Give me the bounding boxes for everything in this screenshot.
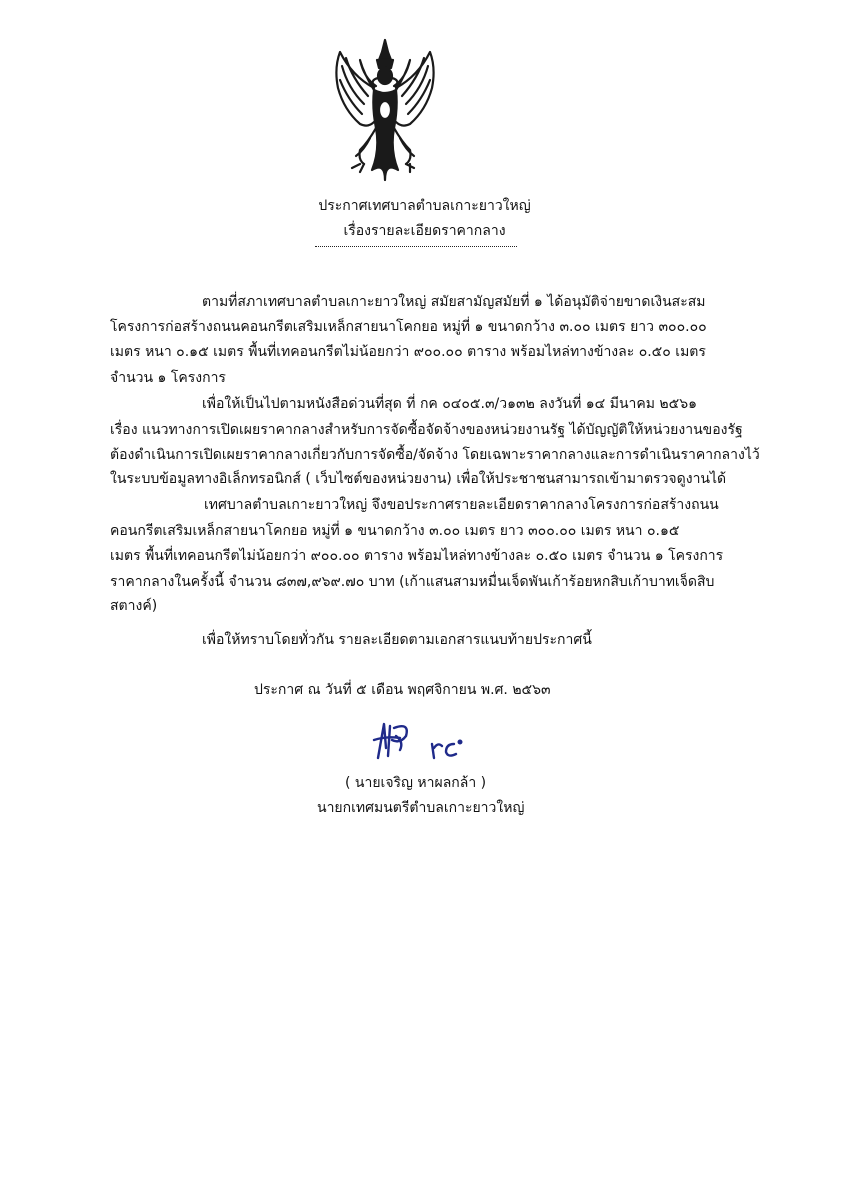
body-line: เทศบาลตำบลเกาะยาวใหญ่ จึงขอประกาศรายละเอียดราคากลางโครงการก่อสร้างถนน: [204, 497, 719, 513]
body-line: เมตร พื้นที่เทคอนกรีตไม่น้อยกว่า ๙๐๐.๐๐ ตาราง พร้อมไหล่ทางข้างละ ๐.๕๐ เมตร จำนวน ๑ โครงการ: [110, 548, 724, 564]
body-line: ในระบบข้อมูลทางอิเล็กทรอนิกส์ ( เว็บไซต์ของหน่วยงาน) เพื่อให้ประชาชนสามารถเข้ามาตรวจดูงานได้: [110, 471, 727, 487]
body-line: จำนวน ๑ โครงการ: [110, 370, 226, 386]
date-line: ประกาศ ณ วันที่ ๕ เดือน พฤศจิกายน พ.ศ. ๒๕๖๓: [254, 682, 551, 698]
signer-name: ( นายเจริญ หาผลกล้า ): [345, 775, 487, 791]
garuda-emblem-icon: [330, 38, 440, 183]
closing-line: เพื่อให้ทราบโดยทั่วกัน รายละเอียดตามเอกสารแนบท้ายประกาศนี้: [202, 632, 592, 648]
dotted-divider: [315, 246, 517, 247]
announcement-title: ประกาศเทศบาลตำบลเกาะยาวใหญ่: [318, 198, 531, 214]
body-line: ราคากลางในครั้งนี้ จำนวน ๘๓๗,๙๖๙.๗๐ บาท (เก้าแสนสามหมื่นเจ็ดพันเก้าร้อยหกสิบเก้าบาทเจ็ดสิบ: [110, 574, 715, 590]
body-line: เมตร หนา ๐.๑๕ เมตร พื้นที่เทคอนกรีตไม่น้อยกว่า ๙๐๐.๐๐ ตาราง พร้อมไหล่ทางข้างละ ๐.๕๐ เมตร: [110, 344, 706, 360]
announcement-subject: เรื่องรายละเอียดราคากลาง: [343, 223, 506, 239]
signature: [370, 718, 480, 766]
body-line: ตามที่สภาเทศบาลตำบลเกาะยาวใหญ่ สมัยสามัญสมัยที่ ๑ ได้อนุมัติจ่ายขาดเงินสะสม: [202, 294, 706, 310]
body-line: คอนกรีตเสริมเหล็กสายนาโคกยอ หมู่ที่ ๑ ขนาดกว้าง ๓.๐๐ เมตร ยาว ๓๐๐.๐๐ เมตร หนา ๐.๑๕: [110, 523, 680, 539]
body-line: โครงการก่อสร้างถนนคอนกรีตเสริมเหล็กสายนาโคกยอ หมู่ที่ ๑ ขนาดกว้าง ๓.๐๐ เมตร ยาว ๓๐๐.๐๐: [110, 319, 707, 335]
signer-position: นายกเทศมนตรีตำบลเกาะยาวใหญ่: [317, 800, 525, 816]
body-line: เพื่อให้เป็นไปตามหนังสือด่วนที่สุด ที่ กค ๐๔๐๕.๓/ว๑๓๒ ลงวันที่ ๑๔ มีนาคม ๒๕๖๑: [202, 396, 698, 412]
body-line: เรื่อง แนวทางการเปิดเผยราคากลางสำหรับการจัดซื้อจัดจ้างของหน่วยงานรัฐ ได้บัญญัติให้หน่วยงานของรัฐ: [110, 422, 743, 438]
body-line: สตางค์): [110, 598, 158, 614]
body-line: ต้องดำเนินการเปิดเผยราคากลางเกี่ยวกับการจัดซื้อ/จัดจ้าง โดยเฉพาะราคากลางและการดำเนินราคากลางไว้: [110, 447, 760, 463]
